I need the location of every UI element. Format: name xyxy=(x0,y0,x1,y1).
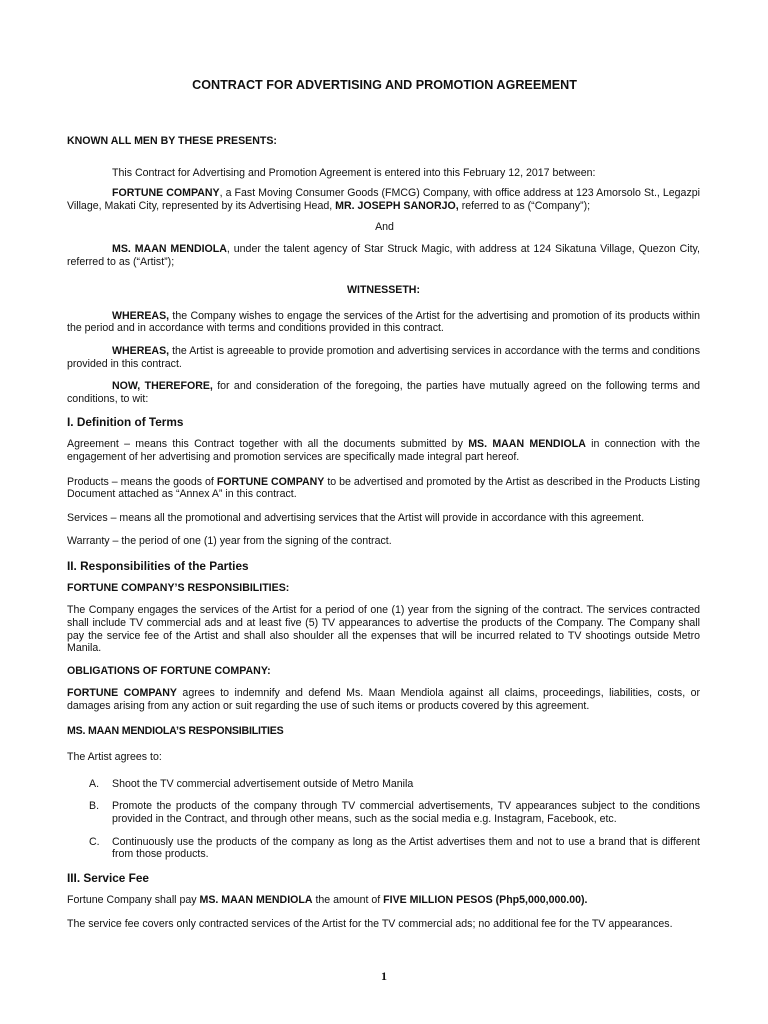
list-item-text: Promote the products of the company through TV commercial advertisements, TV appearances subject to the conditions provided in the Contract, and through other means, such as the social media e.g. Instagram, Facebook, etc. xyxy=(112,800,700,825)
and-connector: And xyxy=(375,221,394,234)
list-item xyxy=(67,836,700,861)
whereas-paragraph-2 xyxy=(67,345,700,370)
party-artist-paragraph xyxy=(67,243,700,268)
whereas-text-2: the Artist is agreeable to provide promotion and advertising services in accordance with the terms and conditions provided in this contract. xyxy=(67,344,700,370)
definition-warranty: Warranty – the period of one (1) year from the signing of the contract. xyxy=(67,535,392,548)
artist-name-ref-2: MS. MAAN MENDIOLA xyxy=(199,893,313,906)
list-item xyxy=(67,800,700,825)
whereas-lead-1: WHEREAS, xyxy=(112,309,170,322)
company-name: FORTUNE COMPANY xyxy=(112,187,220,200)
section-1-heading: I. Definition of Terms xyxy=(67,415,184,430)
company-responsibilities-heading: FORTUNE COMPANY’S RESPONSIBILITIES: xyxy=(67,581,290,594)
service-fee-coverage: The service fee covers only contracted services of the Artist for the TV commercial ads; no additional fee for the TV appearances. xyxy=(67,918,673,931)
intro-paragraph: This Contract for Advertising and Promotion Agreement is entered into this February 12, 2017 between: xyxy=(112,166,596,179)
company-obligations-heading: OBLIGATIONS OF FORTUNE COMPANY: xyxy=(67,664,271,677)
definition-products: Products – means the goods of FORTUNE COMPANY to be advertised and promoted by the Artist as described in the Products Listing Document attached as “Annex A” in this contract. xyxy=(67,475,700,501)
document-body xyxy=(67,78,700,931)
service-fee-text: Fortune Company shall pay MS. MAAN MENDIOLA the amount of FIVE MILLION PESOS (Php5,000,000.00). xyxy=(67,893,588,906)
company-name-ref: FORTUNE COMPANY xyxy=(216,475,325,488)
company-obligations-text: FORTUNE COMPANY agrees to indemnify and defend Ms. Maan Mendiola against all claims, proceedings, liabilities, costs, or damages arising from any action or suit regarding the use of such items or products covered by this agreement. xyxy=(67,687,701,713)
list-marker: A. xyxy=(89,777,100,790)
artist-name-ref: MS. MAAN MENDIOLA xyxy=(468,438,586,451)
fee-amount: FIVE MILLION PESOS (Php5,000,000.00). xyxy=(383,893,588,906)
now-therefore-paragraph xyxy=(67,380,700,405)
section-2-heading: II. Responsibilities of the Parties xyxy=(67,558,249,573)
company-representative: MR. JOSEPH SANORJO, xyxy=(335,199,459,212)
party-company-paragraph xyxy=(67,187,700,212)
definition-agreement: Agreement – means this Contract together with all the documents submitted by MS. MAAN MENDIOLA in connection with the engagement of her advertising and promotion services are specifically made integral part hereof. xyxy=(67,438,701,463)
section-3-heading: III. Service Fee xyxy=(67,870,149,885)
company-reference: referred to as (“Company”); xyxy=(458,199,591,212)
company-details: , a Fast Moving Consumer Goods (FMCG) Company, with office address at 123 Amorsolo St., Legazpi Village, Makati City, represented by its Advertising Head, xyxy=(67,187,700,212)
artist-details: , under the talent agency of Star Struck Magic, with address at 124 Sikatuna Village, Quezon City, referred to as (“Artist”); xyxy=(67,242,700,268)
definition-services: Services – means all the promotional and advertising services that the Artist will provide in accordance with this agreement. xyxy=(67,511,645,524)
whereas-lead-2: WHEREAS, xyxy=(112,344,170,357)
witnesseth-heading: WITNESSETH: xyxy=(347,284,420,297)
list-marker: C. xyxy=(89,835,100,848)
whereas-paragraph-1 xyxy=(67,310,700,335)
list-item-text: Continuously use the products of the company as long as the Artist advertises them and not to use a brand that is different from those products. xyxy=(112,835,700,861)
list-item-text: Shoot the TV commercial advertisement outside of Metro Manila xyxy=(112,777,414,790)
artist-name: MS. MAAN MENDIOLA xyxy=(112,242,227,255)
now-therefore-lead: NOW, THEREFORE, xyxy=(112,380,213,393)
list-marker: B. xyxy=(89,800,100,813)
now-therefore-text: for and consideration of the foregoing, the parties have mutually agreed on the following terms and conditions, to wit: xyxy=(67,380,700,405)
artist-responsibilities-heading: MS. MAAN MENDIOLA’S RESPONSIBILITIES xyxy=(67,724,284,737)
preamble: KNOWN ALL MEN BY THESE PRESENTS: xyxy=(67,135,277,147)
list-item xyxy=(67,778,700,791)
whereas-text-1: the Company wishes to engage the services of the Artist for the advertising and promotion of its products within the period and in accordance with terms and conditions provided in this contract. xyxy=(67,309,700,335)
document-title: CONTRACT FOR ADVERTISING AND PROMOTION AGREEMENT xyxy=(192,78,577,92)
page-number: 1 xyxy=(381,969,387,983)
company-name-ref-2: FORTUNE COMPANY xyxy=(67,687,177,700)
artist-agrees-intro: The Artist agrees to: xyxy=(67,751,162,764)
artist-responsibilities-list xyxy=(67,778,700,861)
company-responsibilities-text: The Company engages the services of the Artist for a period of one (1) year from the signing of the contract. The services contracted shall include TV commercial ads and at least five (5) TV appearances to advertise the products of the Company. The Company shall pay the service fee of the Artist and shall also shoulder all the expenses that will be incurred related to TV shootings outside Metro Manila. xyxy=(67,604,700,655)
